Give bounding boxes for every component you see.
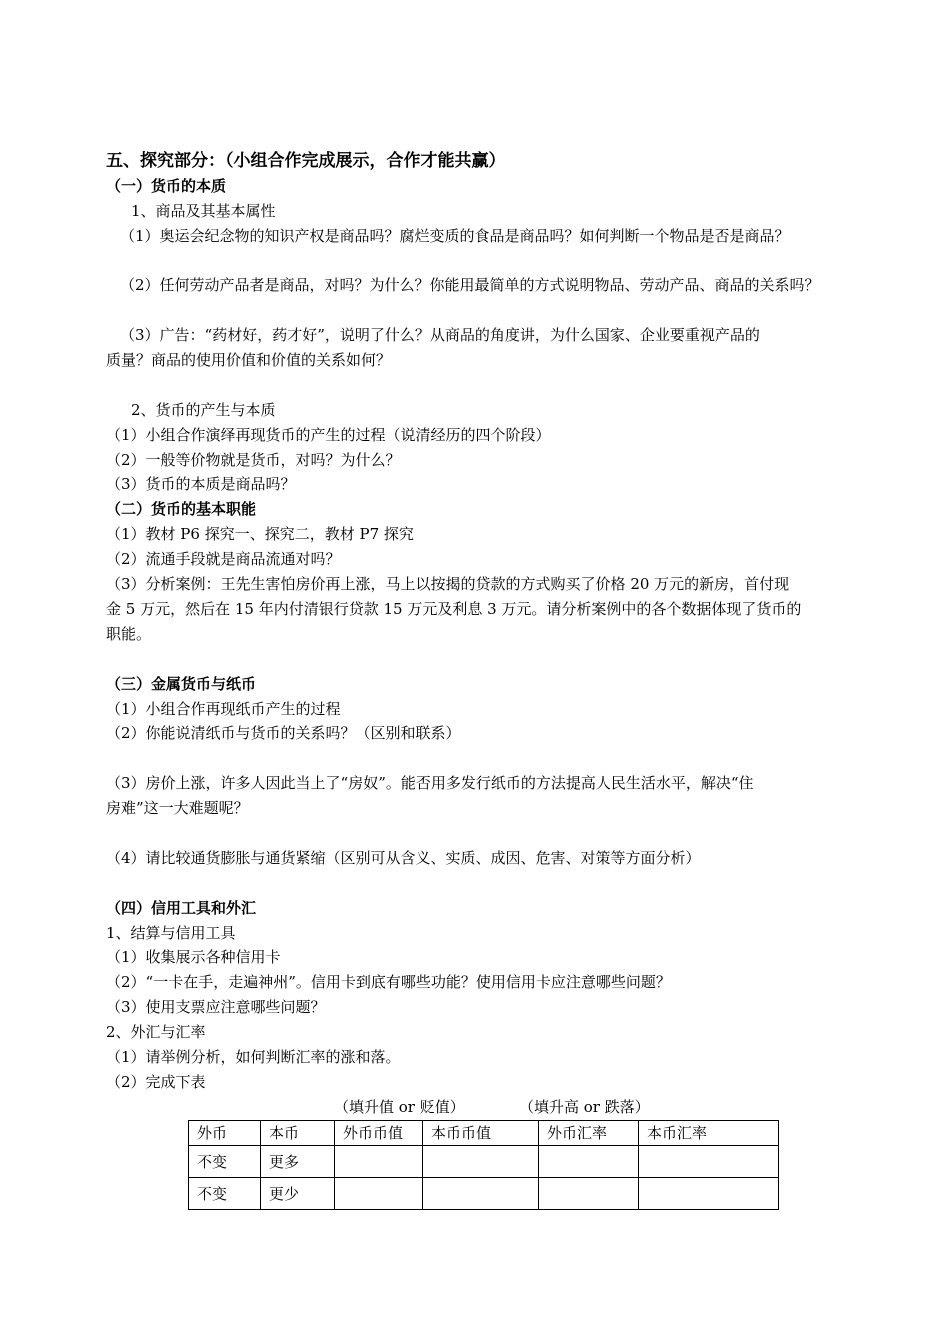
part1-question-3-line2: 质量？商品的使用价值和价值的关系如何？ — [106, 351, 392, 369]
part3-heading: （三）金属货币与纸币 — [106, 675, 257, 693]
table-cell: 更多 — [261, 1146, 335, 1178]
part4-subheading-1: 1、结算与信用工具 — [106, 924, 236, 942]
part2-question-3-line3: 职能。 — [106, 625, 152, 643]
exchange-rate-table — [188, 1120, 779, 1210]
part1-question-5: （2）一般等价物就是货币，对吗？为什么？ — [106, 451, 401, 469]
part2-heading: （二）货币的基本职能 — [106, 500, 257, 518]
table-note-value: （填升值 or 贬值） — [334, 1098, 465, 1116]
table-header-cell: 外币汇率 — [539, 1121, 639, 1146]
table-header-row — [189, 1121, 779, 1146]
part3-question-2: （2）你能说清纸币与货币的关系吗？（区别和联系） — [106, 724, 461, 742]
part4-question-4: （1）请举例分析，如何判断汇率的涨和落。 — [106, 1048, 401, 1066]
table-header-cell: 外币币值 — [335, 1121, 423, 1146]
table-header-cell: 本币币值 — [423, 1121, 539, 1146]
part3-question-4: （4）请比较通货膨胀与通货紧缩（区别可从含义、实质、成因、危害、对策等方面分析） — [106, 849, 701, 867]
part1-heading: （一）货币的本质 — [106, 177, 227, 195]
table-row — [189, 1146, 779, 1178]
part2-question-3-line1: （3）分析案例：王先生害怕房价再上涨，马上以按揭的贷款的方式购买了价格 20 万元的新房，首付现 — [106, 575, 790, 593]
part1-subheading-2: 2、货币的产生与本质 — [131, 401, 276, 419]
table-row — [189, 1178, 779, 1210]
part3-question-1: （1）小组合作再现纸币产生的过程 — [106, 700, 341, 718]
table-cell-blank[interactable] — [335, 1146, 423, 1178]
table-cell-blank[interactable] — [539, 1178, 639, 1210]
table-cell-blank[interactable] — [423, 1146, 539, 1178]
table-cell: 不变 — [189, 1146, 261, 1178]
table-note-rate: （填升高 or 跌落） — [519, 1098, 650, 1116]
part2-question-1: （1）教材 P6 探究一、探究二，教材 P7 探究 — [106, 525, 414, 543]
part1-question-3-line1: （3）广告：“药材好，药才好”，说明了什么？从商品的角度讲，为什么国家、企业要重视产品的 — [120, 326, 760, 344]
part4-question-1: （1）收集展示各种信用卡 — [106, 948, 281, 966]
part1-question-6: （3）货币的本质是商品吗？ — [106, 475, 296, 493]
part1-question-2: （2）任何劳动产品者是商品，对吗？为什么？你能用最简单的方式说明物品、劳动产品、商品的关系吗？ — [120, 276, 820, 294]
table-cell-blank[interactable] — [335, 1178, 423, 1210]
part4-question-3: （3）使用支票应注意哪些问题？ — [106, 998, 326, 1016]
table-cell-blank[interactable] — [639, 1178, 779, 1210]
part3-question-3-line1: （3）房价上涨，许多人因此当上了“房奴”。能否用多发行纸币的方法提高人民生活水平，解决“住 — [106, 774, 754, 792]
table-cell-blank[interactable] — [639, 1146, 779, 1178]
table-cell-blank[interactable] — [423, 1178, 539, 1210]
section-title: 五、探究部分：（小组合作完成展示，合作才能共赢） — [106, 151, 506, 171]
table-header-cell: 本币 — [261, 1121, 335, 1146]
part4-question-2: （2）“一卡在手，走遍神州”。信用卡到底有哪些功能？使用信用卡应注意哪些问题？ — [106, 973, 671, 991]
part4-heading: （四）信用工具和外汇 — [106, 899, 257, 917]
table-cell-blank[interactable] — [539, 1146, 639, 1178]
part1-question-4: （1）小组合作演绎再现货币的产生的过程（说清经历的四个阶段） — [106, 426, 551, 444]
part1-subheading-1: 1、商品及其基本属性 — [131, 202, 276, 220]
table-header-cell: 本币汇率 — [639, 1121, 779, 1146]
part1-question-1: （1）奥运会纪念物的知识产权是商品吗？腐烂变质的食品是商品吗？如何判断一个物品是否是商品？ — [120, 227, 790, 245]
table-header-cell: 外币 — [189, 1121, 261, 1146]
part4-subheading-2: 2、外汇与汇率 — [106, 1023, 206, 1041]
table-cell: 不变 — [189, 1178, 261, 1210]
part2-question-3-line2: 金 5 万元，然后在 15 年内付清银行贷款 15 万元及利息 3 万元。请分析案例中的各个数据体现了货币的 — [106, 600, 802, 618]
part3-question-3-line2: 房难”这一大难题呢？ — [106, 799, 249, 817]
table-cell: 更少 — [261, 1178, 335, 1210]
part2-question-2: （2）流通手段就是商品流通对吗？ — [106, 550, 341, 568]
part4-question-5: （2）完成下表 — [106, 1073, 206, 1091]
